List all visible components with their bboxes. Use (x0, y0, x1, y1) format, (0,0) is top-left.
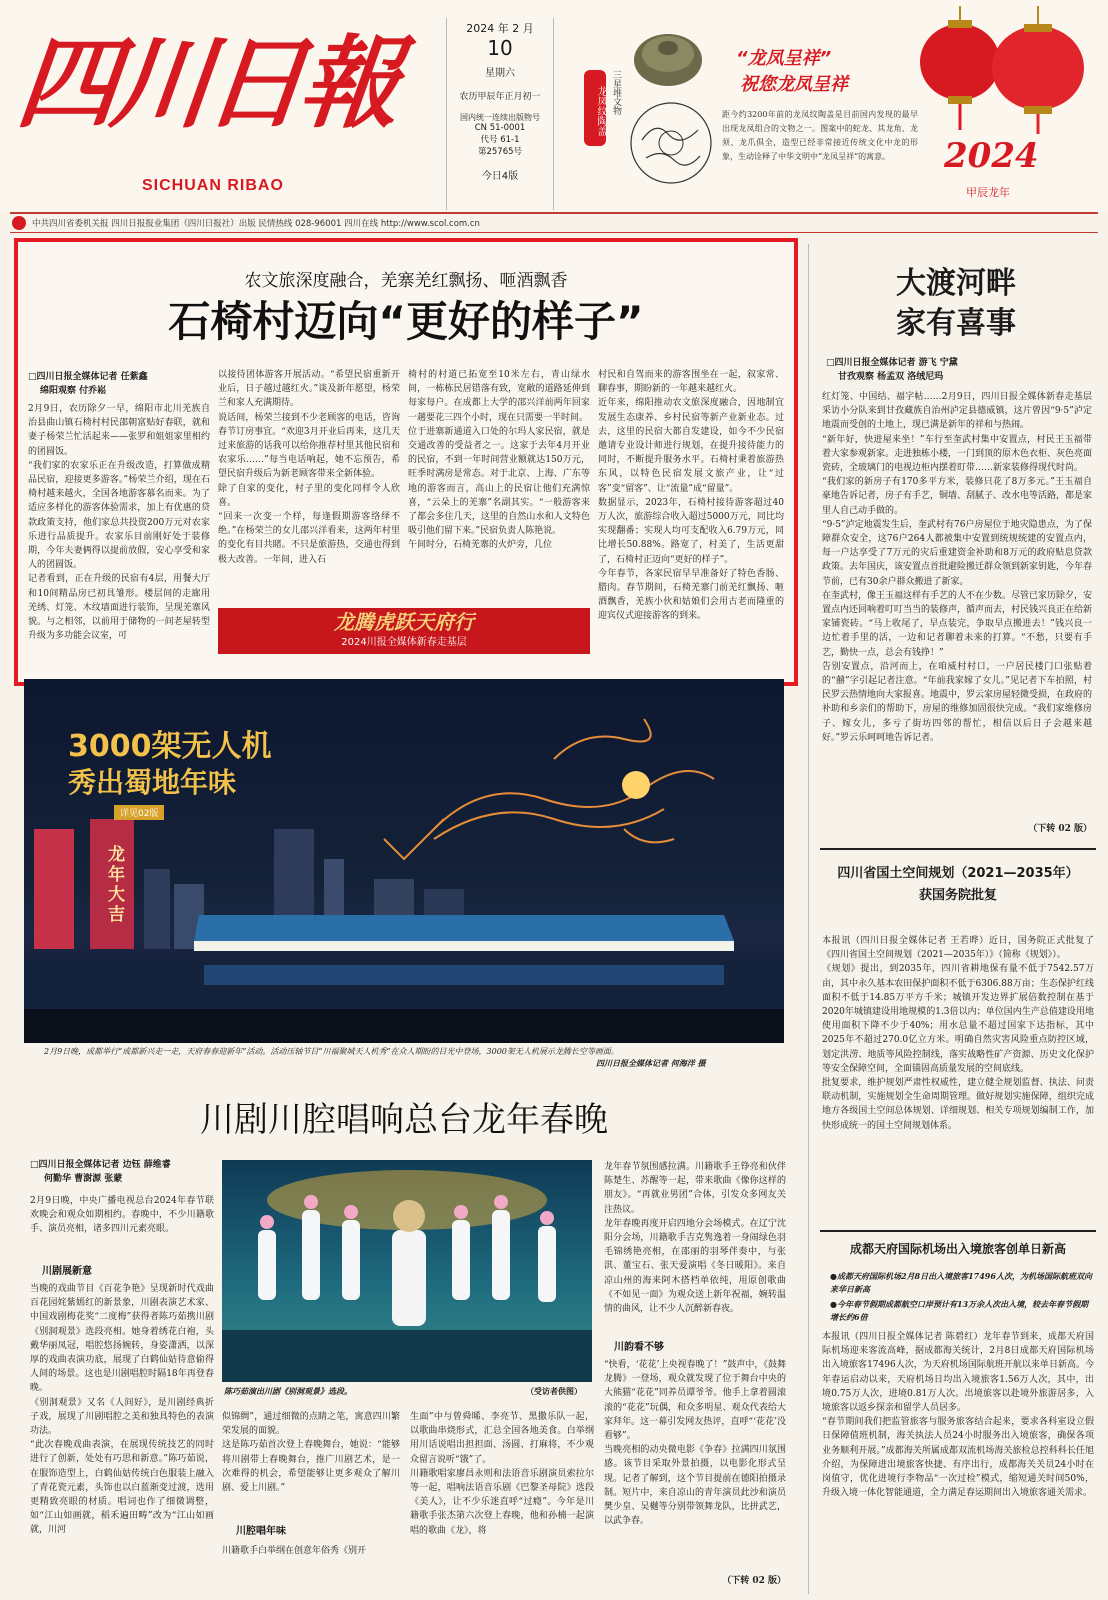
weekday: 星期六 (485, 68, 515, 79)
airport-body: 本报讯（四川日报全媒体记者 陈碧红）龙年春节到来，成都天府国际机场迎来客流高峰，据成都海关统计，2月8日成都天府国际机场出入境旅客17496人次，为天府机场国际航班开航以来单日新高。今年春运启动以来，天府机场日均出入境旅客1.56万人次，其中，出境0.75万人次，进境0.81万人次。出境旅客以赴境外旅游居多，入境旅客以返乡探亲和留学人员居多。 “春节期间我们把监管旅客与服务旅客结合起来，要求各科室设立假日保障值班机制，海关执法人员24小时服务出入境旅客，确保各项业务顺利开展。”成都海关所属成都双流机场海关旅检总控科科长任旭介绍，为保障进出境旅客快捷、有序出行，成都海关关员24小时在岗值守，优化进境行李物品“一次过检”模式，缩短通关时间50%，升级入境一体化智能通道，全力满足春运期间出入境旅客通关需求。 (822, 1332, 1094, 1499)
lantern-icon (920, 6, 1090, 136)
airport-bullet-1: ●成都天府国际机场2月8日出入境旅客17496人次，为机场国际航班双向来华日新高 (830, 1271, 1092, 1294)
promo-text: 距今约3200年前的龙凤纹陶盖是目前国内发现的最早出现龙凤组合的文物之一。图案中的蛇龙、其龙角、龙须、龙爪俱全，造型已经非常接近传统文化中龙的形象，生动诠释了中华文明中“龙凤呈祥”的寓意。 (722, 110, 918, 161)
right-jump: （下转 02 版） (1028, 824, 1092, 834)
plan-rule (820, 848, 1096, 850)
right-headline-2: 家有喜事 (896, 306, 1016, 341)
lead-byline-1: □四川日报全媒体记者 任紫鑫 (28, 372, 148, 382)
column-divider (808, 244, 809, 1594)
lead-kicker: 农文旅深度融合，羌寨羌红飘扬、咂酒飘香 (244, 271, 568, 291)
opera-jump: （下转 02 版） (722, 1576, 786, 1586)
lunar-date: 农历甲辰年正月初一 (459, 92, 541, 102)
promo-vertical-label: 龙凤纹陶盖 (584, 70, 606, 146)
cn-number: CN 51-0001 (474, 123, 526, 133)
year-logo: 2024 (944, 136, 1039, 176)
lead-byline-2: 绵阳观察 付乔崧 (40, 386, 107, 396)
opera-subhead-1: 川剧展新意 (42, 1266, 92, 1277)
pottery-lid-photo (628, 20, 708, 90)
promo-vertical-label-2: 三星堆文物 (611, 70, 621, 115)
opera-column-3: 生面”中与曾舜晞、李亮节、黑撒乐队一起，以歌曲串烧形式，汇总全国各地美食。白举纲用川话说唱出担担面、汤圆、打麻将，不少观众留言说听“饿”了。 川籍歌唱家廖昌永则和法语音乐剧演员索拉尔等一起，唱响法语音乐剧《巴黎圣母院》选段《美人》，让不少乐迷直呼“过瘾”。今年是川籍歌手张杰第六次登上春晚，他和孙楠一起演唱的歌曲《龙》，将 (410, 1412, 594, 1536)
date-day: 10 (487, 36, 513, 60)
banner-title: 龙腾虎跃天府行 (334, 610, 474, 634)
drone-show-photo (24, 679, 784, 1043)
opera-column-4: 龙年春节氛围感拉满。川籍歌手王铮亮和伙伴陈楚生、苏醒等一起，带来歌曲《像你这样的朋友》。“再就业男团”合体，引发众多网友关注热议。 龙年春晚再度开启四地分会场模式。在辽宁沈阳分会场，川籍歌手吉克隽逸着一身闹绿色羽毛锦绣艳亮相，在邵丽的羽琴伴奏中，与张淇、董宝石、张天爱演唱《冬日暖阳》。来自凉山州的海来阿木搭档单依纯，用原创歌曲《不如见一面》为观众送上新年祝福，婉转温情的曲风，让不少人沉醉新春夜。 (604, 1162, 786, 1315)
date-year-month: 2024 年 2 月 (466, 22, 534, 35)
opera-column-1: 当晚的戏曲节目《百花争艳》呈现新时代戏曲百花园姹紫嫣红的新景象，川剧表演艺术家、中国戏剧梅花奖“二度梅”获得者陈巧茹携川剧《别洞观景》选段亮相。她身着绣花白袍，头戴华丽凤冠，唱腔悠扬婉转，身姿潇洒，以深厚的戏曲表演功底，展现了白鹤仙姑待意偷得人间的场景。这也是川剧唱腔时隔18年再登春晚。 《别洞观景》又名《人间好》，是川剧经典折子戏，展现了川剧唱腔之美和独具特色的表演功法。 “此次春晚戏曲表演，在展现传统技艺的同时进行了创新，处处有巧思和新意。”陈巧茹说，在服饰造型上，白鹤仙姑传统白色服装上融入了青花瓷元素，头饰也以白蓝渐变过渡，选用更精致亮眼的材质。唱词也作了细微调整，如“江山如画就，稻禾遍田畴”改为“江山如画就，川河 (30, 1284, 214, 1536)
issue-number: 第25765号 (477, 147, 523, 157)
right-byline-2: 甘孜观察 杨孟双 洛绒尼玛 (838, 372, 944, 382)
lead-column-3: 椅村的村道已拓宽至10米左右，青山绿水间，一栋栋民居错落有致，宽敞的道路延伸到每家每户。在成都上大学的邵兴洋前两年回家一趟要花三四个小时，现在只需要一半时间。 位于进寨新通道入口处的尔玛人家民宿，就是交通改善的受益者之一。这家于去年4月开业的民宿，不到一年时间营业额就达150万元，旺季时满房是常态。对于北京、上海、广东等地的游客而言，高山上的民宿让他们充满惊喜，“云朵上的羌寨”名副其实。“一般游客来了都会多住几天，这里的自然山水和人文特色吸引他们留下来。”民宿负责人陈艳说。 午间时分，石椅羌寨的火炉旁，几位 (408, 370, 590, 551)
lead-story-box (14, 238, 798, 686)
opera-photo-caption: 陈巧茹演出川剧《别洞观景》选段。 (224, 1386, 352, 1396)
date-block (446, 18, 554, 210)
drone-overlay-title-2: 秀出蜀地年味 (68, 766, 237, 799)
opera-subhead-3: 川韵看不够 (614, 1342, 664, 1353)
plan-headline-1: 四川省国土空间规划（2021—2035年） (837, 866, 1079, 881)
banner-subtitle: 2024川报全媒体新春走基层 (341, 637, 467, 648)
drone-detail-tag: 详见02版 (114, 805, 164, 820)
info-bar-rule (10, 212, 1098, 214)
lead-column-2: 以接待团体游客开展活动。“希望民宿重新开业后，日子越过越红火。”谈及新年愿望，杨荣兰和家人充满期待。 说话间，杨荣兰接到不少老顾客的电话，咨询春节订房事宜。“欢迎3月开业后再来，这几天过来旅游的话我可以给你推荐村里其他民宿和农家乐……”每当电话响起，她不忘预告，希望民宿升级后为新老顾客带来全新体验。 除了自家的变化，村子里的变化同样令人欣喜。 “回来一次变一个样，每逢假期游客络绎不绝。”在杨荣兰的女儿邵兴洋看来，这两年村里的变化有目共睹。不只是旅游热，交通也得到极大改善。一年间，进入石 (218, 370, 400, 565)
lead-column-1: 2月9日，农历除夕一早，绵阳市北川羌族自治县曲山镇石椅村村民邵朝富贴好春联，就和妻子杨荣兰忙活起来——张罗和姐姐家里相约的团圆饭。 “我们家的农家乐正在升级改造，打算做成精品民宿，迎接更多游客。”杨荣兰介绍，现在石椅村越来越火，全国各地游客慕名而来。为了适应多样化的游客体验需求，加上有优惠的贷款政策支持，他们家总共投资200万元对农家乐进行品质提升。农家乐目前刚好处于装修期，今年夫妻俩得以提前放假，安心享受和家人的团圆饭。 记者看到，正在升级的民宿有4层，用餐大厅和10间精品房已初具雏形。楼层间的走廊用羌绣、灯笼、木纹墙面进行装饰，呈现羌寨风貌。与之相邻，以前用于储物的一间老屋转型升级为多功能会议室，可 (28, 404, 210, 642)
opera-headline: 川剧川腔唱响总台龙年春晚 (200, 1100, 608, 1140)
opera-column-2: 似锦绸”，通过细微的点睛之笔，寓意四川繁荣发展的面貌。 这是陈巧茹首次登上春晚舞台，她说：“能够将川剧带上春晚舞台，推广川剧艺术，是一次难得的机会，希望能够让更多观众了解川剧、爱上川剧。” (222, 1412, 400, 1494)
plan-headline-2: 获国务院批复 (918, 888, 997, 903)
airport-rule (820, 1230, 1096, 1232)
lead-column-4: 村民和自驾而来的游客围坐在一起，叙家常、聊春事，期盼新的一年越来越红火。 近年来，绵阳推动农文旅深度融合，因地制宜发展生态康养、乡村民宿等新产业新业态。过去，这里的民宿大都自发建设，如今不少民宿邀请专业设计师进行规划，在提升接待能力的同时，不断提升服务水平。石椅村秉着旅游热东风，以特色民宿发展文旅产业，让“过客”变“留客”、让“流量”成“留量”。 数据显示，2023年，石椅村接待游客超过40万人次，旅游综合收入超过5000万元，同比均实现翻番；实现人均可支配收入6.79万元，同比增长50.88%。路宽了，村美了，生活更甜了，石椅村正迈向“更好的样子”。 今年春节，各家民宿早早准备好了特色香肠、腊肉。春节期间，石椅羌寨门前羌红飘扬、咂酒飘香，羌族小伙和姑娘们会用古老而隆重的迎宾仪式迎接游客的到来。 (598, 370, 784, 622)
opera-byline-1: □四川日报全媒体记者 边钰 薛维睿 (30, 1160, 171, 1170)
opera-subhead-2: 川腔唱年味 (236, 1526, 286, 1537)
newspaper-title: 四川日報 (11, 24, 401, 142)
year-sub: 甲辰龙年 (966, 186, 1010, 199)
right-story (814, 238, 1098, 842)
cn-label: 国内统一连续出版物号 (460, 113, 540, 122)
page-count: 今日4版 (481, 171, 519, 182)
drone-credit: 四川日报全媒体记者 何海洋 摄 (596, 1058, 706, 1068)
opera-intro: 2月9日晚，中央广播电视总台2024年春节联欢晚会和观众如期相约。春晚中，不少川籍歌手、演员亮相，诸多四川元素亮眼。 (30, 1196, 214, 1235)
lead-column-2-tail (218, 658, 590, 680)
postal-code: 代号 61-1 (480, 135, 520, 145)
right-byline-1: □四川日报全媒体记者 游飞 宁黛 (826, 358, 958, 368)
promo-title-2: 祝您龙凤呈祥 (740, 74, 848, 95)
info-bar-rule-bottom (10, 232, 1098, 233)
opera-byline-2: 何勤华 曹澍源 张蒙 (44, 1174, 123, 1184)
opera-column-2-tail: 川籍歌手白举纲在创意年俗秀《别开 (222, 1546, 367, 1556)
opera-photo-credit: （受访者供图） (526, 1386, 582, 1396)
newspaper-title-en: SICHUAN RIBAO (142, 177, 284, 194)
airport-headline: 成都天府国际机场出入境旅客创单日新高 (849, 1242, 1066, 1256)
drone-overlay-title-1: 3000架无人机 (68, 729, 272, 764)
lead-headline: 石椅村迈向“更好的样子” (168, 297, 644, 346)
building-banner-text: 龙年大吉 (108, 845, 125, 925)
right-body: 红灯笼、中国结、福字帖……2月9日，四川日报全媒体新春走基层采访小分队来到甘孜藏族自治州泸定县德威镇，这片曾因“9·5”泸定地震而受创的土地上，现已满是新年的祥和与热闹。 “新年好，快进屋来坐！”车行至奎武村集中安置点，村民王玉福带着大家参观新家。走进独栋小楼，一门到顶的原木色衣柜、灰色亮面瓷砖，全玻璃门的电视边柜内摆着盯带……新家装修得现代时尚。 “我们家的新房子有170多平方米，装修只花了8万多元。”王玉福自豪地告诉记者，房子有手艺，铜墙、刮腻子、改水电等活路，都是家里人自己动手做的。 “9·5”泸定地震发生后，奎武村有76户房屋位于地灾隐患点，为了保障群众安全，这76户264人都被集中安置到统规统建的安置点内，每一户达享受了7万元的灾后重建资金补助和8万元的政府贴息贷款政策。去年国庆，该安置点首批避险搬迁群众领到新家钥匙，今年春节前，已有30余户群众搬进了新家。 在奎武村，像王玉福这样有手艺的人不在少数。尽管已家历除夕，安置点内还回响着叮叮当当的装修声，循声而去，村民钱兴良正在给新家铺瓷砖。“马上收尾了，早点装完，争取早点搬进去！”钱兴良一边忙着手里的活，一边和记者聊着未来的打算。“不愁，只要有手艺，勤快一点，总会有钱挣！” 告别安置点，沿河而上，在咱威村村口，一户居民楼门口张贴着的“囍”字引起记者注意。“年前我家嫁了女儿。”见记者下车拍照，村民罗云热情地向大家报喜。地震中，罗云家房屋轻微受损，在政府的补助和乡亲们的帮助下，房屋的维修加固很快完成。“我们家维修房子、嫁女儿，多亏了街坊四邻的帮忙，相信以后日子会越来越好。”罗云乐呵呵地告诉记者。 (822, 392, 1092, 743)
new-year-banner (218, 608, 590, 654)
masthead (0, 0, 1108, 212)
drone-caption: 2月9日晚，成都举行“成都新兴走一走，天府春春迎新年”活动。活动压轴节目“川福聚城天人机秀”在众人期盼的目光中登场，3000架无人机展示龙腾长空等画面。 (44, 1047, 619, 1056)
pottery-lid-drawing (628, 100, 714, 186)
info-bar: 中共四川省委机关报 四川日报报业集团（四川日报社）出版 民情热线 028-96001 四川在线 http://www.scol.com.cn (32, 219, 480, 229)
info-bar-logo-icon (12, 216, 26, 230)
opera-column-4b: “快看，‘花花’上央视春晚了！”鼓声中，《鼓舞龙腾》一登场，观众就发现了位于舞台中央的大熊猫“花花”同养员谭爷爷。他手上拿着圆滚滚的“花花”玩偶，和众多明星、观众代表给大家拜年。这一幕引发网友热评，直呼“‘花花’没看够”。 当晚亮相的动央微电影《争春》拉满四川氛围感。该节目采取外景拍摄，以电影化形式呈现。记者了解到，这个节目提前在德阳拍摄录制。短片中，来自凉山的青年演员此沙和演员樊少皇、吴樾等分别带领舞龙队，比拼武艺，以武争春。 (604, 1360, 786, 1527)
right-headline-1: 大渡河畔 (896, 266, 1016, 301)
opera-photo (222, 1160, 592, 1382)
promo-title-1: “龙凤呈祥” (736, 48, 832, 69)
plan-body: 本报讯（四川日报全媒体记者 王若晔）近日，国务院正式批复了《四川省国土空间规划（2021—2035年）》（简称《规划》）。 《规划》提出，到2035年，四川省耕地保有量不低于7542.57万亩，其中永久基本农田保护面积不低于6306.88万亩；生态保护红线面积不低于14.85万平方千米；城镇开发边界扩展倍数控制在基于2020年城镇建设用地规模的1.3倍以内；单位国内生产总值建设用地使用面积下降不少于40%；用水总量不超过国家下达指标，其中2025年不超过270.0亿立方米。明确自然灾害风险重点防控区域，划定洪涝、地质等风险控制线，落实战略性矿产资源、历史文化保护等安全保障空间，全面锚固高质量发展的空间底线。 批复要求，维护规划严肃性权威性，建立健全规划监督、执法、问责联动机制，实施规划全生命周期管理。做好规划实施保障，组织完成地方各级国土空间总体规划、详细规划、相关专项规划编制工作，加快形成统一的国土空间规划体系。 (822, 936, 1094, 1131)
airport-bullet-2: ●今年春节假期成都航空口岸预计有13万余人次出入境，较去年春节假期增长约6倍 (830, 1299, 1089, 1322)
